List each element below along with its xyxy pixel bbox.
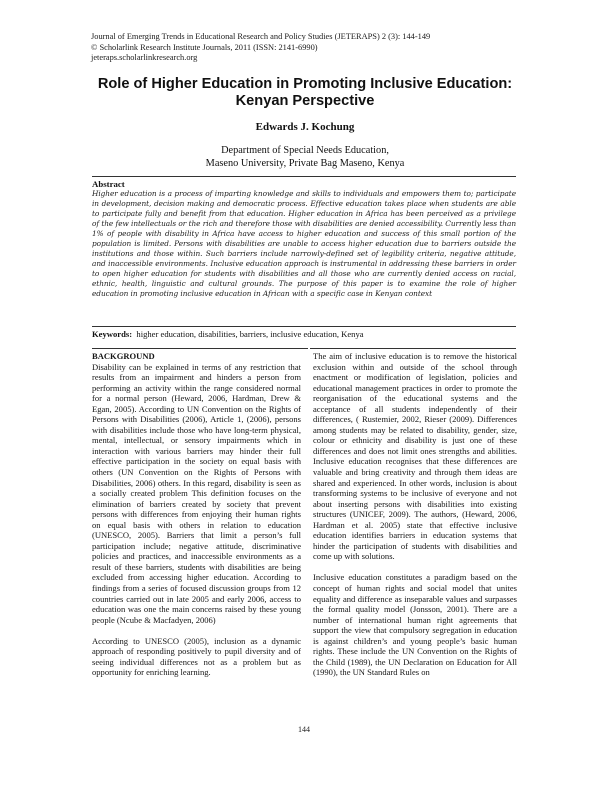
body-paragraph: Inclusive education constitutes a paradigm based on the concept of human rights and social model that unites equality and difference as inseparable values and surpasses the formal quality model (Jonsson, 2001). There are a number of international human right agreements that support the view that compulsory segregation in education is against children’s and young people’s basic human rights. These include the UN Convention on the Rights of the Child (1989), the UN Declaration on Education for All (1990), the UN Standard Rules on	[313, 572, 517, 678]
affiliation-line-1: Department of Special Needs Education,	[221, 145, 389, 156]
body-paragraph: Disability can be explained in terms of any restriction that results from an impairment and hinders a person from performing an activity within the range considered normal for a normal person (Heward, 2006, Hardman, Drew & Egan, 2005). According to UN Convention on the Rights of Persons with Disabilities (2006), Article 1, (2006), persons with disabilities include those who have long-term physical, mental, intellectual, or sensory impairments which in interaction with various barriers may hinder their full effective participation in the society on equal basis with others (UN Convention on the Rights of Persons with Disabilities, 2006) others. In this regard, disability is seen as a socially created problem This definition focuses on the elimination of barriers created by society that prevent persons with differences from enjoying their human rights on equal basis with others in relation to education (UNESCO, 2005). Barriers that limit a person’s full participation include; negative attitude, discriminative policies and practices, and inaccessible environments as a result of these barriers, students with disabilities are being excluded from accessing higher education. According to findings from a series of focused discussion groups from 12 countries carried out in late 2005 and early 2006, access to education was one the main concerns raised by these young people (Ncube & Macfadyen, 2006)	[92, 361, 301, 625]
copyright-line: © Scholarlink Research Institute Journals, 2011 (ISSN: 2141-6990)	[91, 42, 318, 52]
journal-citation: Journal of Emerging Trends in Educational Research and Policy Studies (JETERAPS) 2 (3): 144-149	[91, 32, 431, 41]
section-heading-background: BACKGROUND	[92, 351, 155, 361]
divider-rule	[92, 348, 308, 349]
divider-rule	[92, 326, 516, 327]
title-line-1: Role of Higher Education in Promoting Inclusive Education:	[97, 76, 513, 92]
keywords-value: higher education, disabilities, barriers, inclusive education, Kenya	[136, 329, 364, 339]
title-line-2: Kenyan Perspective	[235, 93, 375, 109]
keywords-label: Keywords:	[92, 329, 133, 339]
abstract-body: Higher education is a process of imparting knowledge and skills to individuals and empowers them to; participate in development, decision making and democratic process. Effective education takes place when students are able to participate fully and benefit from that education. Higher education in Africa has been perceived as a privilege of the few intellectuals or the rich and therefore those with disabilities are denied accessibility. Currently less than 1% of people with disability in Africa have access to higher education and success of this small portion of the population is limited. Persons with disabilities are unable to access higher education due to barriers outside the institutions and those within. Such barriers include narrowly-defined set of legibility criteria, negative attitude, and inaccessible environments. Inclusive education approach is instrumental in addressing these barriers in order to open higher education for students with disabilities and all those who are currently denied access on racial, ethnic, health, linguistic and cultural grounds. The purpose of this paper is to examine the role of higher education in promoting inclusive education in African with a specific case in Kenyan context	[92, 189, 516, 298]
abstract-heading: Abstract	[92, 179, 125, 189]
journal-header	[91, 32, 430, 64]
paper-title	[80, 76, 530, 110]
journal-website: jeteraps.scholarlinkresearch.org	[91, 53, 198, 63]
divider-rule	[310, 348, 516, 349]
left-column	[92, 351, 301, 678]
author-name: Edwards J. Kochung	[255, 121, 355, 133]
keywords-line	[92, 329, 364, 339]
body-paragraph: According to UNESCO (2005), inclusion as a dynamic approach of responding positively to pupil diversity and of seeing individual differences not as a problem but as opportunity for enriching learning.	[92, 635, 301, 678]
divider-rule	[92, 176, 516, 177]
right-column	[313, 351, 517, 678]
author-affiliation	[80, 144, 530, 170]
body-paragraph: The aim of inclusive education is to remove the historical exclusion within and outside of the school through enactment or modification of legislation, policies and educational management practices in order to promote the reorganisation of the educational systems and the acceptance of all students independently of their differences, ( Rustemier, 2002, Rieser (2009). Differences among students may be related to disability, gender, size, colour or ethnicity and disability is just one of these differences and does not limit ones strengths and abilities. Inclusive education recognises that these differences are valuable and bring creativity and through them ideas are shared and experienced. In other words, inclusion is about transforming systems to be inclusive of everyone and not about inserting persons with disabilities into existing structures (UNICEF, 2009). The authors, (Heward, 2006, Hardman et al. 2005) state that effective inclusive education identifies barriers in education systems that hinder the participation of students with disabilities and come up with solutions.	[313, 351, 517, 562]
affiliation-line-2: Maseno University, Private Bag Maseno, Kenya	[205, 158, 405, 169]
page-number: 144	[298, 725, 310, 734]
